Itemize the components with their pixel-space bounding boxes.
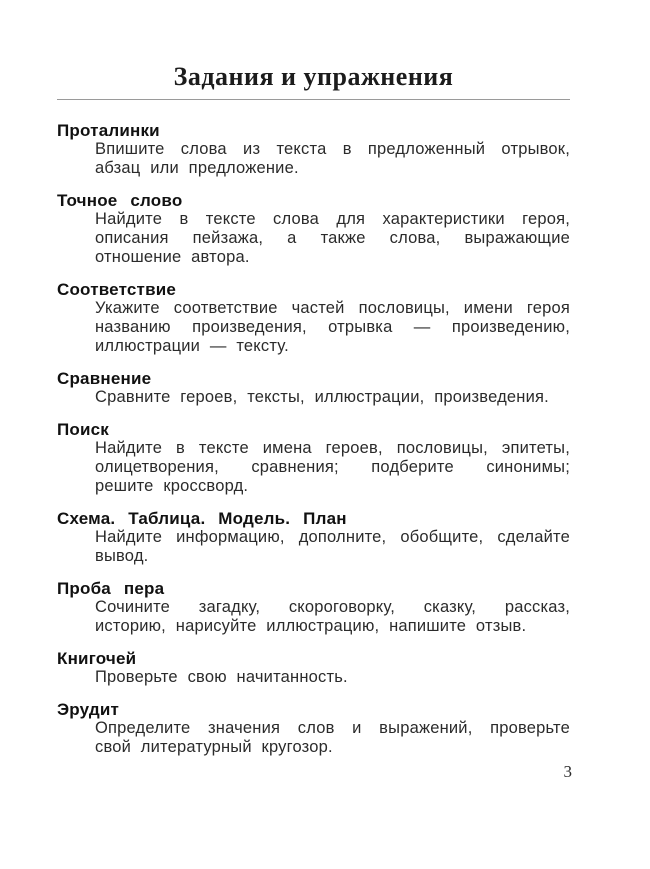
section-description: Сравните героев, тексты, иллюстрации, произведения.: [95, 388, 549, 406]
page-title: Задания и упражнения: [173, 62, 454, 91]
section-description: Определите значения слов и выражений, проверьте свой литературный кругозор.: [95, 719, 570, 756]
section-heading: Проталинки: [57, 121, 160, 140]
exercise-section: [57, 700, 570, 757]
exercise-section: [57, 369, 570, 407]
page-header: [57, 62, 570, 100]
exercise-section: [57, 579, 570, 636]
section-heading: Соответствие: [57, 280, 177, 299]
section-description: Проверьте свою начитанность.: [95, 668, 348, 686]
exercise-section: [57, 280, 570, 356]
exercise-section: [57, 649, 570, 687]
section-description: Найдите информацию, дополните, обобщите, сделайте вывод.: [95, 528, 570, 565]
exercise-section: [57, 420, 570, 496]
title-divider: [57, 99, 570, 100]
section-heading: Схема. Таблица. Модель. План: [57, 509, 347, 528]
exercise-section: [57, 121, 570, 178]
section-description: Сочините загадку, скороговорку, сказку, рассказ, историю, нарисуйте иллюстрацию, напишите отзыв.: [95, 598, 570, 635]
section-heading: Эрудит: [57, 700, 120, 719]
page-number: 3: [563, 762, 572, 781]
section-heading: Проба пера: [57, 579, 165, 598]
exercise-section: [57, 509, 570, 566]
section-heading: Точное слово: [57, 191, 183, 210]
section-heading: Сравнение: [57, 369, 152, 388]
text-column: [57, 62, 570, 757]
section-description: Впишите слова из текста в предложенный отрывок, абзац или предложение.: [95, 140, 570, 177]
section-description: Найдите в тексте имена героев, пословицы, эпитеты, олицетворения, сравнения; подберите синонимы; решите кроссворд.: [95, 439, 570, 495]
sections-list: [57, 121, 570, 757]
section-heading: Книгочей: [57, 649, 137, 668]
section-description: Найдите в тексте слова для характеристики героя, описания пейзажа, а также слова, выражающие отношение автора.: [95, 210, 570, 266]
section-heading: Поиск: [57, 420, 110, 439]
section-description: Укажите соответствие частей пословицы, имени героя названию произведения, отрывка — произведению, иллюстрации — тексту.: [95, 299, 570, 355]
exercise-section: [57, 191, 570, 267]
